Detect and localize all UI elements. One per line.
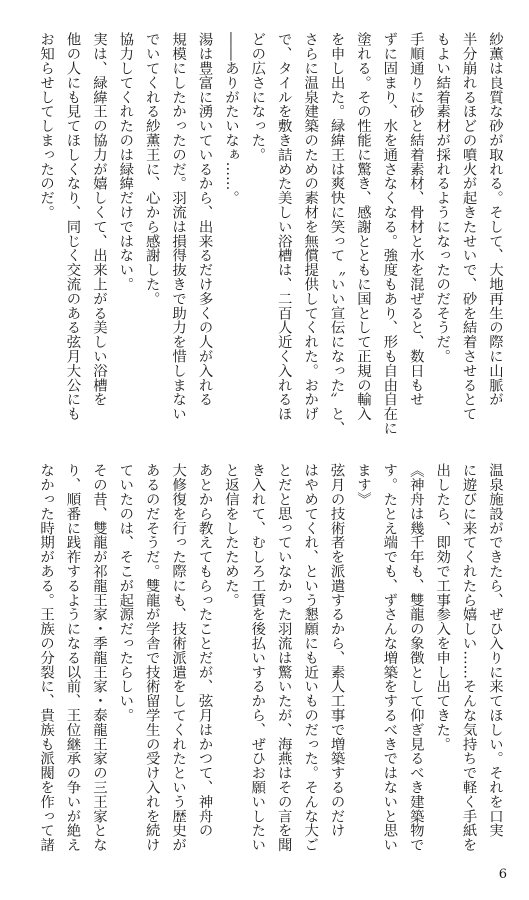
text-line: 大修復を行った際にも、技術派遣をしてくれたという歴史が [170, 463, 187, 852]
text-line: 他の人にも見てほしくなり、同じく交流のある弦月大公にも [64, 32, 81, 421]
page-number: 6 [498, 867, 507, 882]
upper-text-block [18, 32, 508, 442]
text-line: 温泉施設ができたら、ぜひ入りに来てほしい。それを口実 [487, 463, 503, 838]
text-line: と返信をしたためた。 [222, 463, 239, 607]
text-line: 塗れる。その性能に驚き、感謝とともに国として正規の輸入 [354, 32, 371, 421]
text-line: 手順通りに砂と結着素材、骨材と水を混ぜると、数日もせ [407, 32, 424, 407]
text-line: ずに固まり、水を通さなくなる。強度もあり、形も自由自在に [381, 32, 398, 436]
lower-text-block [18, 463, 508, 868]
text-line: なかった時期がある。王族の分裂に、貴族も派閥を作って諸 [38, 463, 55, 852]
text-line: あとから教えてもらったことだが、弦月はかつて、神舟の [196, 463, 213, 838]
text-line: ます》 [354, 463, 371, 507]
text-line: はやめてくれ、という懇願にも近いものだった。そんな大ご [302, 463, 319, 852]
text-line: で、タイルを敷き詰めた美しい浴槽は、二百人近く入れるほ [275, 32, 292, 421]
text-line: り、順番に践祚するようになる以前、王位継承の争いが絶え [64, 463, 81, 852]
text-line: 出したら、即効で工事参入を申し出てきた。 [434, 463, 451, 751]
text-line: ――ありがたいなぁ……。 [222, 32, 239, 205]
text-line: とだと思っていなかった羽流は驚いたが、海燕はその言を聞 [275, 463, 292, 852]
text-line: 規模にしたかったのだ。羽流は損得抜きで助力を惜しまない [170, 32, 187, 421]
text-line: 協力してくれたのは緑緯だけではない。 [117, 32, 134, 292]
text-line: す。たとえ端でも、ずさんな増築をするべきではないと思い [381, 463, 398, 852]
text-line: 実は、緑緯王の協力が嬉しくて、出来上がる美しい浴槽を [90, 32, 107, 407]
text-line: に遊びに来てくれたら嬉しい……そんな気持ちで軽く手紙を [460, 463, 477, 852]
text-line: あるのだそうだ。雙龍が学舎で技術留学生の受け入れを続け [143, 463, 160, 852]
text-line: お知らせしてしまったのだ。 [38, 32, 55, 220]
text-line: 半分崩れるほどの噴火が起きたせいで、砂を結着させるとて [460, 32, 477, 421]
text-line: でいてくれる紗薫王に、心から感謝した。 [143, 32, 160, 306]
text-line: 《神舟は幾千年も、雙龍の象徴として仰ぎ見るべき建築物で [407, 463, 424, 852]
text-line: ていたのは、そこが起源だったらしい。 [117, 463, 134, 723]
text-line: さらに温泉建築のための素材を無償提供してくれた。おかげ [302, 32, 319, 421]
text-line: を申し出た。緑緯王は爽快に笑って〝いい宣伝になった〟と、 [328, 32, 345, 436]
text-line: 弦月の技術者を派遣するから、素人工事で増築するのだけ [328, 463, 345, 838]
text-line: もよい結着素材が採れるようになったのだそうだ。 [434, 32, 451, 364]
text-line: その昔、雙龍が祁龍王家・季龍王家・泰龍王家の三王家とな [90, 463, 107, 852]
text-line: 紗薫は良質な砂が取れる。そして、大地再生の際に山脈が [487, 32, 503, 407]
text-line: 湯は豊富に湧いているから、出来るだけ多くの人が入れる [196, 32, 213, 407]
text-line: き入れて、むしろ工賃を後払いするから、ぜひお願いしたい [249, 463, 266, 852]
text-line: どの広さになった。 [249, 32, 266, 162]
